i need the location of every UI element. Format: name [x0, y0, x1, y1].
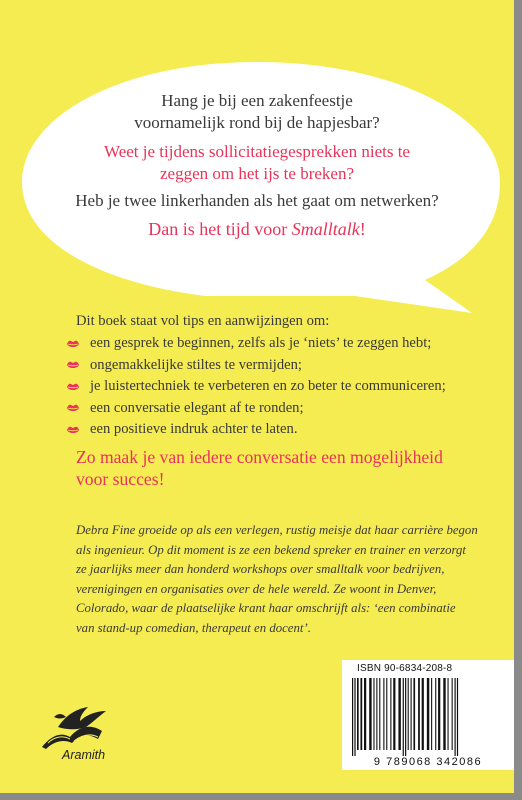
publisher-name: Aramith: [62, 748, 106, 762]
barcode-bar: [373, 678, 374, 750]
barcode-bar: [354, 678, 355, 756]
question-1-line-1: Hang je bij een zakenfeestje: [161, 91, 353, 110]
list-item: [66, 355, 506, 377]
slogan-line-2: voor succes!: [76, 469, 165, 489]
barcode-bar: [418, 678, 420, 750]
list-item: [66, 419, 506, 441]
barcode-bar: [455, 678, 456, 756]
lips-icon: [66, 403, 80, 413]
barcode-bar: [438, 678, 440, 750]
barcode-bar: [398, 678, 400, 750]
barcode-bar: [457, 678, 458, 756]
barcode-bar: [364, 678, 366, 750]
lips-icon: [66, 382, 80, 392]
question-1-line-2: voornamelijk rond bij de hapjesbar?: [134, 113, 380, 132]
page-edge-right: [514, 0, 522, 800]
barcode-bar: [427, 678, 429, 750]
barcode-bar: [369, 678, 371, 750]
bio-line: verenigingen en organisaties over de hele wereld. Ze woont in Denver,: [76, 581, 437, 596]
barcode-bar: [452, 678, 453, 750]
barcode-bar: [413, 678, 415, 750]
question-3: Heb je twee linkerhanden als het gaat om netwerken?: [75, 191, 439, 210]
bubble-answer: [0, 218, 514, 240]
barcode-bar: [393, 678, 395, 750]
bubble-answer-exclamation: !: [359, 219, 366, 239]
barcode-bar: [443, 678, 445, 750]
tip-text: een gesprek te beginnen, zelfs als je ‘niets’ te zeggen hebt;: [90, 335, 432, 352]
barcode-bar: [448, 678, 449, 750]
tip-text: een positieve indruk achter te laten.: [90, 421, 298, 438]
page-edge-bottom: [0, 793, 522, 800]
barcode-bar: [357, 678, 359, 750]
bio-line: als ingenieur. Op dit moment is ze een bekend spreker en trainer en verzorgt: [76, 542, 466, 557]
tips-list: [66, 333, 506, 441]
bio-line: ze jaarlijks meer dan honderd workshops over smalltalk voor bedrijven,: [76, 562, 445, 576]
barcode-bar: [352, 678, 353, 756]
slogan: [76, 446, 496, 490]
barcode-bar: [390, 678, 391, 750]
barcode-bar: [403, 678, 404, 756]
list-item: [66, 398, 506, 420]
barcode-bar: [376, 678, 377, 750]
barcode-bar: [431, 678, 432, 750]
tips-intro: Dit boek staat vol tips en aanwijzingen om:: [76, 313, 330, 329]
bio-line: van stand-up comedian, therapeut en docent’.: [76, 620, 311, 635]
bio-line: Debra Fine groeide op als een verlegen, rustig meisje dat haar carrière begon: [76, 523, 478, 537]
ean-number: 9 789068 342086: [373, 756, 483, 768]
bubble-answer-text: Dan is het tijd voor: [148, 219, 292, 239]
book-title-smalltalk: Smalltalk: [291, 219, 360, 239]
slogan-line-1: Zo maak je van iedere conversatie een mogelijkheid: [76, 447, 443, 467]
bio-line: Colorado, waar de plaatselijke krant haar omschrijft als: ‘een combinatie: [76, 601, 456, 615]
barcode-bar: [386, 678, 387, 750]
barcode-bar: [435, 678, 436, 750]
barcode-bar: [408, 678, 409, 750]
list-item: [66, 333, 506, 355]
list-item: [66, 376, 506, 398]
tip-text: je luistertechniek te verbeteren en zo beter te communiceren;: [90, 378, 446, 395]
lips-icon: [66, 339, 80, 349]
barcode: [350, 678, 502, 756]
isbn-label: ISBN 90-6834-208-8: [357, 663, 453, 674]
barcode-bar: [422, 678, 424, 750]
tip-text: een conversatie elegant af te ronden;: [90, 399, 304, 416]
barcode-bar: [383, 678, 384, 750]
author-bio: [76, 521, 486, 638]
question-2-line-2: zeggen om het ijs te breken?: [159, 164, 354, 183]
barcode-bar: [411, 678, 412, 750]
question-2-line-1: Weet je tijdens sollicitatiegesprekken niets te: [104, 142, 410, 161]
barcode-bar: [360, 678, 362, 750]
lips-icon: [66, 360, 80, 370]
lips-icon: [66, 425, 80, 435]
barcode-box: [342, 660, 514, 770]
barcode-bar: [405, 678, 406, 756]
barcode-bar: [379, 678, 380, 750]
open-book-bird-logo: [40, 697, 112, 749]
tip-text: ongemakkelijke stiltes te vermijden;: [90, 356, 302, 373]
